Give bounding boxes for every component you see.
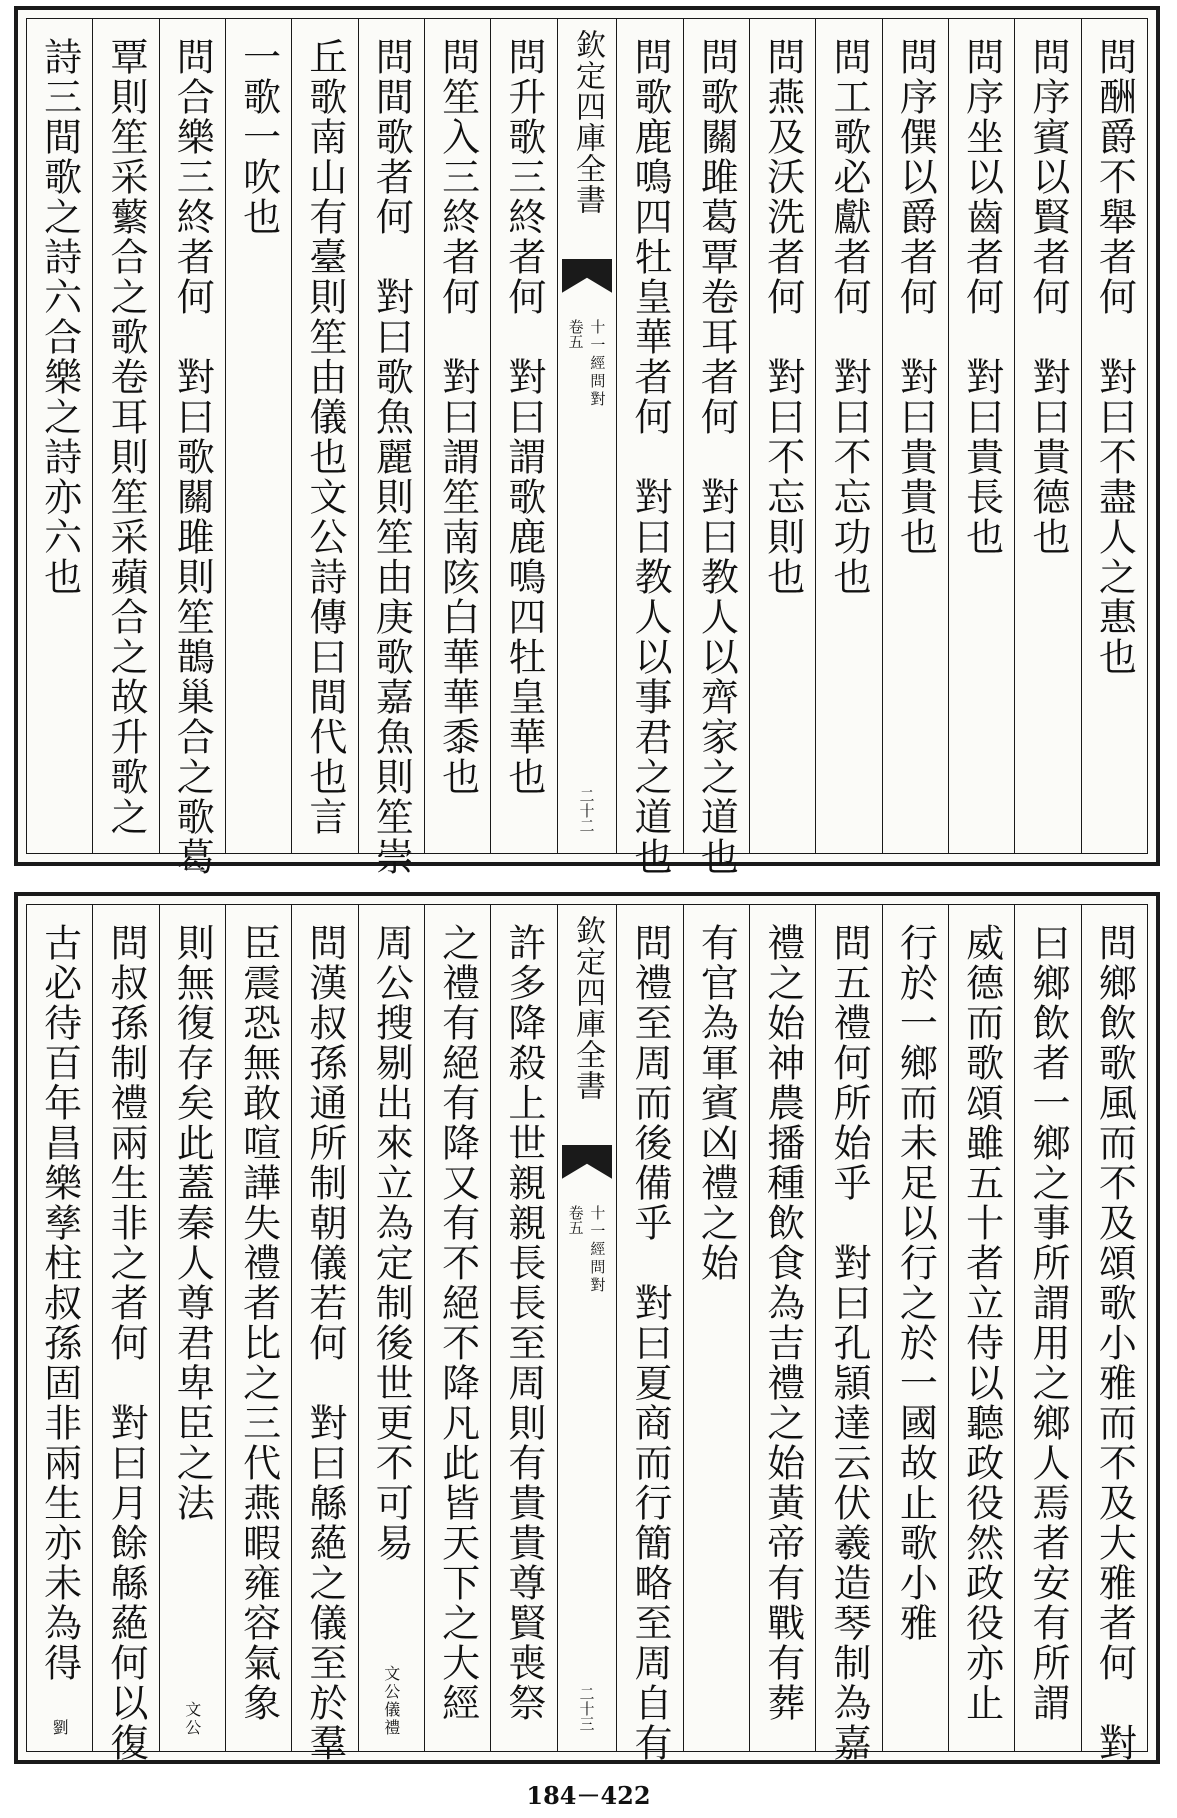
text-column [1014,19,1080,853]
work-title: 十一經問對 [588,319,607,409]
text-column [815,905,881,1763]
column-text: 詩三間歌之詩六合樂之詩亦六也 [37,37,82,597]
text-column [749,905,815,1751]
column-text: 問間歌者何 對曰歌魚麗則笙由庚歌嘉魚則笙崇 [369,37,414,877]
column-text: 古必待百年昌樂孳柱叔孫固非兩生亦未為得 [37,923,82,1683]
text-column [1081,905,1147,1763]
text-column [424,19,490,853]
text-column [490,19,556,853]
text-column [358,905,424,1751]
page-number: 184－422 [526,1781,651,1810]
source-note: 劉 [50,1719,70,1737]
column-text: 臣震恐無敢喧譁失禮者比之三代燕暇雍容氣象 [236,923,281,1723]
text-column [683,905,749,1751]
column-text: 問序賓以賢者何 對曰貴德也 [1026,37,1070,557]
column-text: 行於一鄉而未足以行之於一國故止歌小雅 [893,923,938,1643]
column-text: 問五禮何所始乎 對曰孔頴達云伏羲造琴制為嘉 [827,923,872,1763]
column-text: 則無復存矣此蓋秦人尊君卑臣之法 [170,923,215,1523]
column-text: 問歌關雎葛覃卷耳者何 對曰教人以齊家之道也 [694,37,739,877]
text-column [948,905,1014,1751]
column-text: 問鄉飲歌風而不及頌歌小雅而不及大雅者何 對 [1092,923,1137,1763]
center-margin [557,19,617,853]
text-column [490,905,556,1751]
page-bottom-frame [26,904,1148,1763]
text-column [749,19,815,853]
column-text: 丘歌南山有臺則笙由儀也文公詩傳曰間代也言 [302,37,347,837]
book-title: 欽定四庫全書 [569,29,605,215]
column-text: 問序僎以爵者何 對曰貴貴也 [893,37,938,557]
column-text: 許多降殺上世親親長長至周則有貴貴尊賢喪祭 [501,923,546,1723]
column-text: 有官為軍賓凶禮之始 [694,923,739,1283]
work-title: 十一經問對 [588,1205,607,1295]
column-text: 問笙入三終者何 對曰謂笙南陔白華華黍也 [435,37,480,797]
text-column [616,905,682,1763]
column-text: 問合樂三終者何 對曰歌關雎則笙鵲巢合之歌葛 [170,37,215,877]
column-text: 問歌鹿鳴四牡皇華者何 對曰教人以事君之道也 [628,37,673,877]
source-note: 文公儀禮 [381,1665,401,1737]
volume-label: 卷五 [566,319,585,349]
text-column [159,905,225,1751]
fishtail-mark [562,1145,613,1179]
column-text: 周公搜剔出來立為定制後世更不可易 [369,923,414,1563]
column-text: 問升歌三終者何 對曰謂歌鹿鳴四牡皇華也 [501,37,546,797]
text-column [225,19,291,853]
text-column [882,905,948,1751]
page-top [14,6,1160,877]
text-column [291,19,357,853]
column-text: 曰鄉飲者一鄉之事所謂用之鄉人焉者安有所謂 [1026,923,1070,1723]
column-text: 之禮有絕有降又有不絕不降凡此皆天下之大經 [435,923,480,1723]
text-column [424,905,490,1751]
volume-label: 卷五 [566,1205,585,1235]
column-text: 問序坐以齒者何 對曰貴長也 [959,37,1004,557]
leaf-number: 二十二 [577,788,596,833]
leaf-number: 二十三 [577,1686,596,1731]
column-text: 問燕及沃洗者何 對曰不忘則也 [760,37,805,597]
text-column [882,19,948,853]
center-margin [557,905,617,1751]
text-column [1014,905,1080,1751]
text-column [948,19,1014,853]
text-column [616,19,682,877]
text-column [291,905,357,1763]
text-column [225,905,291,1751]
page-bottom [14,892,1160,1764]
text-column [815,19,881,853]
column-text: 覃則笙采蘩合之歌卷耳則笙采蘋合之故升歌之 [103,37,148,837]
column-text: 問漢叔孫通所制朝儀若何 對曰緜蕝之儀至於羣 [302,923,347,1763]
text-column [27,905,92,1751]
text-column [683,19,749,877]
column-text: 威德而歌頌雖五十者立侍以聽政役然政役亦止 [959,923,1004,1723]
column-text: 一歌一吹也 [236,37,281,237]
column-text: 禮之始神農播種飲食為吉禮之始黃帝有戰有葬 [760,923,805,1723]
source-note: 文公 [182,1701,202,1737]
column-text: 問工歌必獻者何 對曰不忘功也 [827,37,872,597]
book-title: 欽定四庫全書 [569,915,605,1101]
column-text: 問叔孫制禮兩生非之者何 對曰月餘緜蕝何以復 [103,923,148,1763]
text-column [1081,19,1147,853]
text-column [159,19,225,877]
text-column [27,19,92,853]
column-text: 問禮至周而後備乎 對曰夏商而行簡略至周自有 [628,923,673,1763]
column-text: 問酬爵不舉者何 對曰不盡人之惠也 [1092,37,1137,677]
page-top-frame [26,18,1148,877]
text-column [358,19,424,877]
fishtail-mark [562,259,613,293]
text-column [92,19,158,853]
text-column [92,905,158,1763]
